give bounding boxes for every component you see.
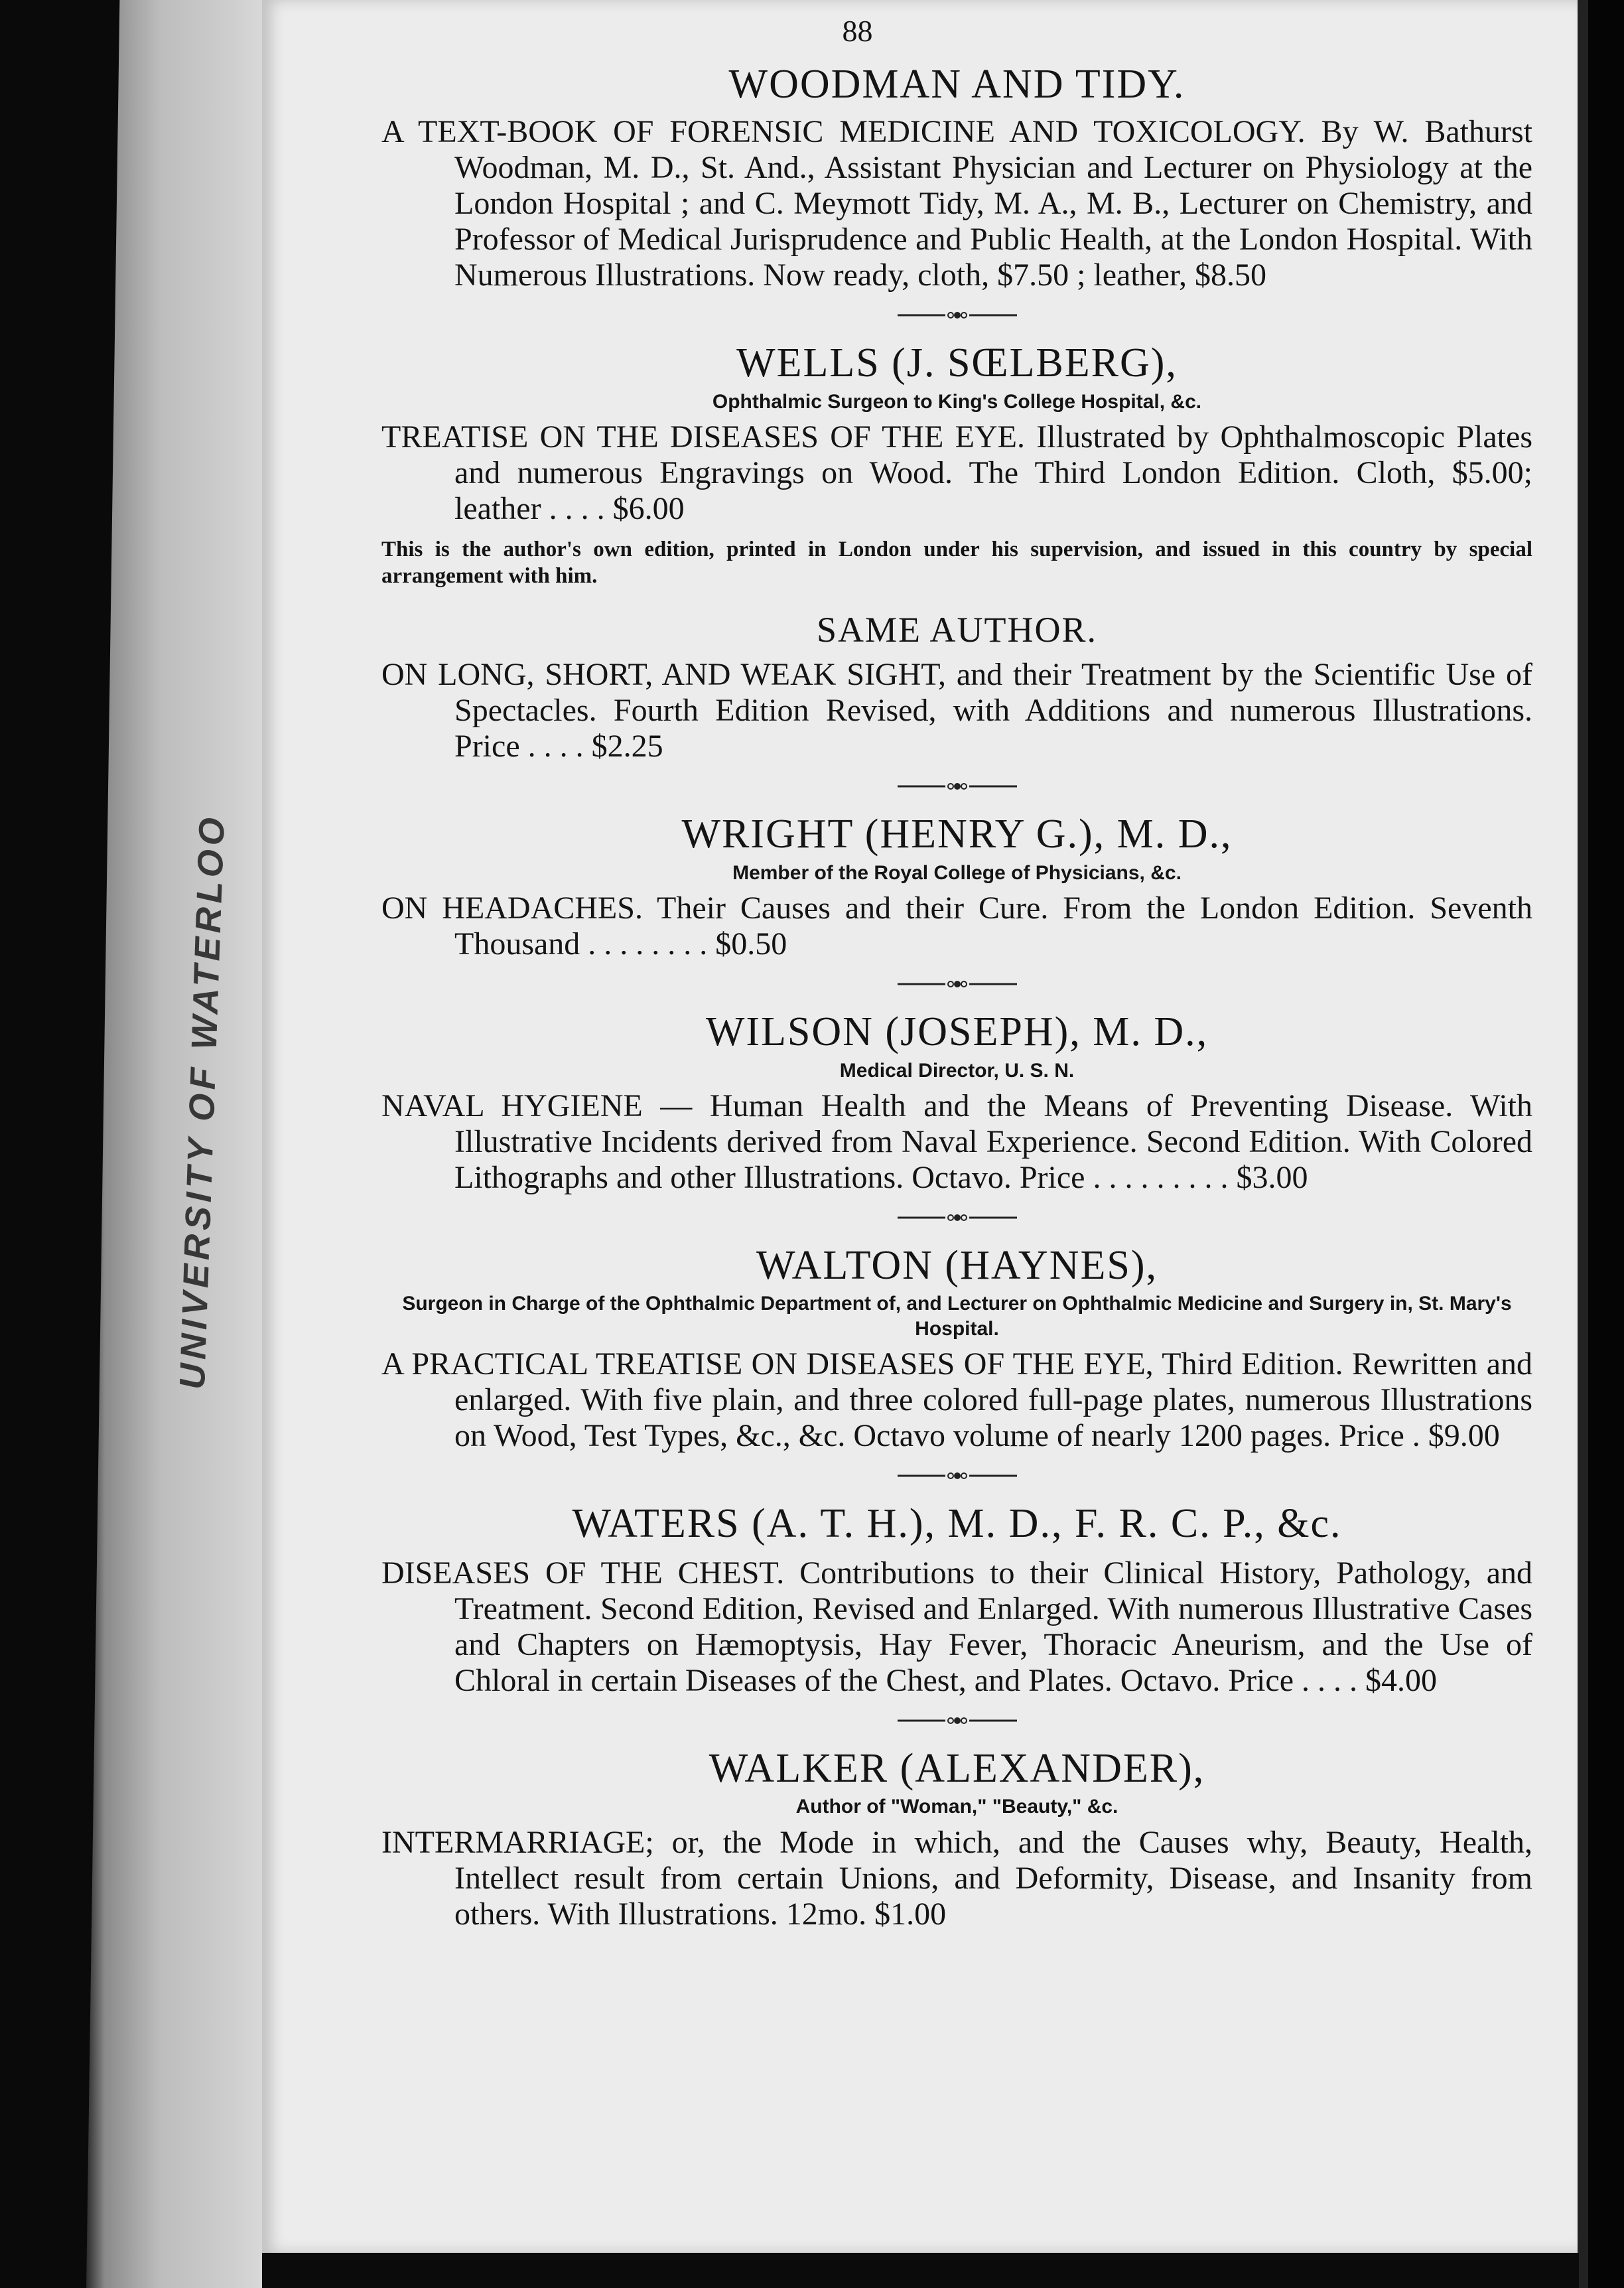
entry-author: WELLS (J. SŒLBERG),: [736, 340, 1178, 386]
entry-author: WATERS (A. T. H.), M. D., F. R. C. P., &c.: [572, 1501, 1342, 1547]
ornamental-divider: [381, 1716, 1532, 1725]
entry-description: ON LONG, SHORT, AND WEAK SIGHT, and their Treatment by the Scientific Use of Spectacles. Fourth Edition Revised, with Additions and numerous Illustrations. Price . . . . $2.25: [381, 657, 1532, 764]
entry-note: This is the author's own edition, printed in London under his supervision, and issued in this country by special arrangement with him.: [381, 537, 1532, 589]
entry-affiliation: Ophthalmic Surgeon to King's College Hospital, &c.: [712, 390, 1202, 413]
page-number: 88: [842, 14, 873, 48]
ornamental-divider: [381, 1471, 1532, 1480]
ornamental-divider: [381, 782, 1532, 791]
library-edge-stamp: [172, 703, 233, 1500]
page-right-border: [1578, 0, 1588, 2288]
ornamental-divider: [381, 311, 1532, 320]
ornamental-divider: [381, 979, 1532, 989]
entry-author: WOODMAN AND TIDY.: [728, 62, 1185, 107]
entry-description: TREATISE ON THE DISEASES OF THE EYE. Illustrated by Ophthalmoscopic Plates and numerous Engravings on Wood. The Third London Edition. Cloth, $5.00; leather . . . . $6.00: [381, 419, 1532, 527]
scan-background-bottom: [262, 2253, 1579, 2288]
entry-description: A PRACTICAL TREATISE ON DISEASES OF THE EYE, Third Edition. Rewritten and enlarged. With five plain, and three colored full-page plates, numerous Illustrations on Wood, Test Types, &c., &c. Octavo volume of nearly 1200 pages. Price . $9.00: [381, 1346, 1532, 1454]
entry-author: WALTON (HAYNES),: [756, 1243, 1158, 1289]
entry-author: WALKER (ALEXANDER),: [709, 1745, 1205, 1791]
entry-description: ON HEADACHES. Their Causes and their Cure. From the London Edition. Seventh Thousand . . . . . . . . $0.50: [381, 891, 1532, 962]
entry-description: INTERMARRIAGE; or, the Mode in which, and the Causes why, Beauty, Health, Intellect result from certain Unions, and Deformity, Disease, and Insanity from others. With Illustrations. 12mo. $1.00: [381, 1824, 1532, 1932]
entry-description: A TEXT-BOOK OF FORENSIC MEDICINE AND TOXICOLOGY. By W. Bathurst Woodman, M. D., St. And., Assistant Physician and Lecturer on Physiology at the London Hospital ; and C. Meymott Tidy, M. A., M. B., Lecturer on Chemistry, and Professor of Medical Jurisprudence and Public Health, at the London Hospital. With Numerous Illustrations. Now ready, cloth, $7.50 ; leather, $8.50: [381, 114, 1532, 293]
entry-affiliation: Member of the Royal College of Physicians, &c.: [732, 861, 1182, 884]
entry-description: DISEASES OF THE CHEST. Contributions to their Clinical History, Pathology, and Treatment. Second Edition, Revised and Enlarged. With numerous Illustrative Cases and Chapters on Hæmoptysis, Hay Fever, Thoracic Aneurism, and the Use of Chloral in certain Diseases of the Chest, and Plates. Octavo. Price . . . . $4.00: [381, 1555, 1532, 1698]
scan-background-right: [1588, 0, 1624, 2288]
page-content: [381, 13, 1532, 1932]
ornamental-divider: [381, 1213, 1532, 1222]
edge-stamp-text: UNIVERSITY OF WATERLOO: [172, 813, 233, 1390]
same-author-heading: SAME AUTHOR.: [816, 610, 1098, 650]
entry-author: WILSON (JOSEPH), M. D.,: [705, 1009, 1209, 1055]
entry-affiliation: Surgeon in Charge of the Ophthalmic Department of, and Lecturer on Ophthalmic Medicine and Surgery in, St. Mary's Hospital.: [402, 1293, 1512, 1340]
entry-affiliation: Author of "Woman," "Beauty," &c.: [795, 1796, 1118, 1818]
entry-affiliation: Medical Director, U. S. N.: [839, 1059, 1075, 1082]
entry-author: WRIGHT (HENRY G.), M. D.,: [681, 812, 1233, 857]
entry-description: NAVAL HYGIENE — Human Health and the Means of Preventing Disease. With Illustrative Incidents derived from Naval Experience. Second Edition. With Colored Lithographs and other Illustrations. Octavo. Price . . . . . . . . . $3.00: [381, 1088, 1532, 1196]
